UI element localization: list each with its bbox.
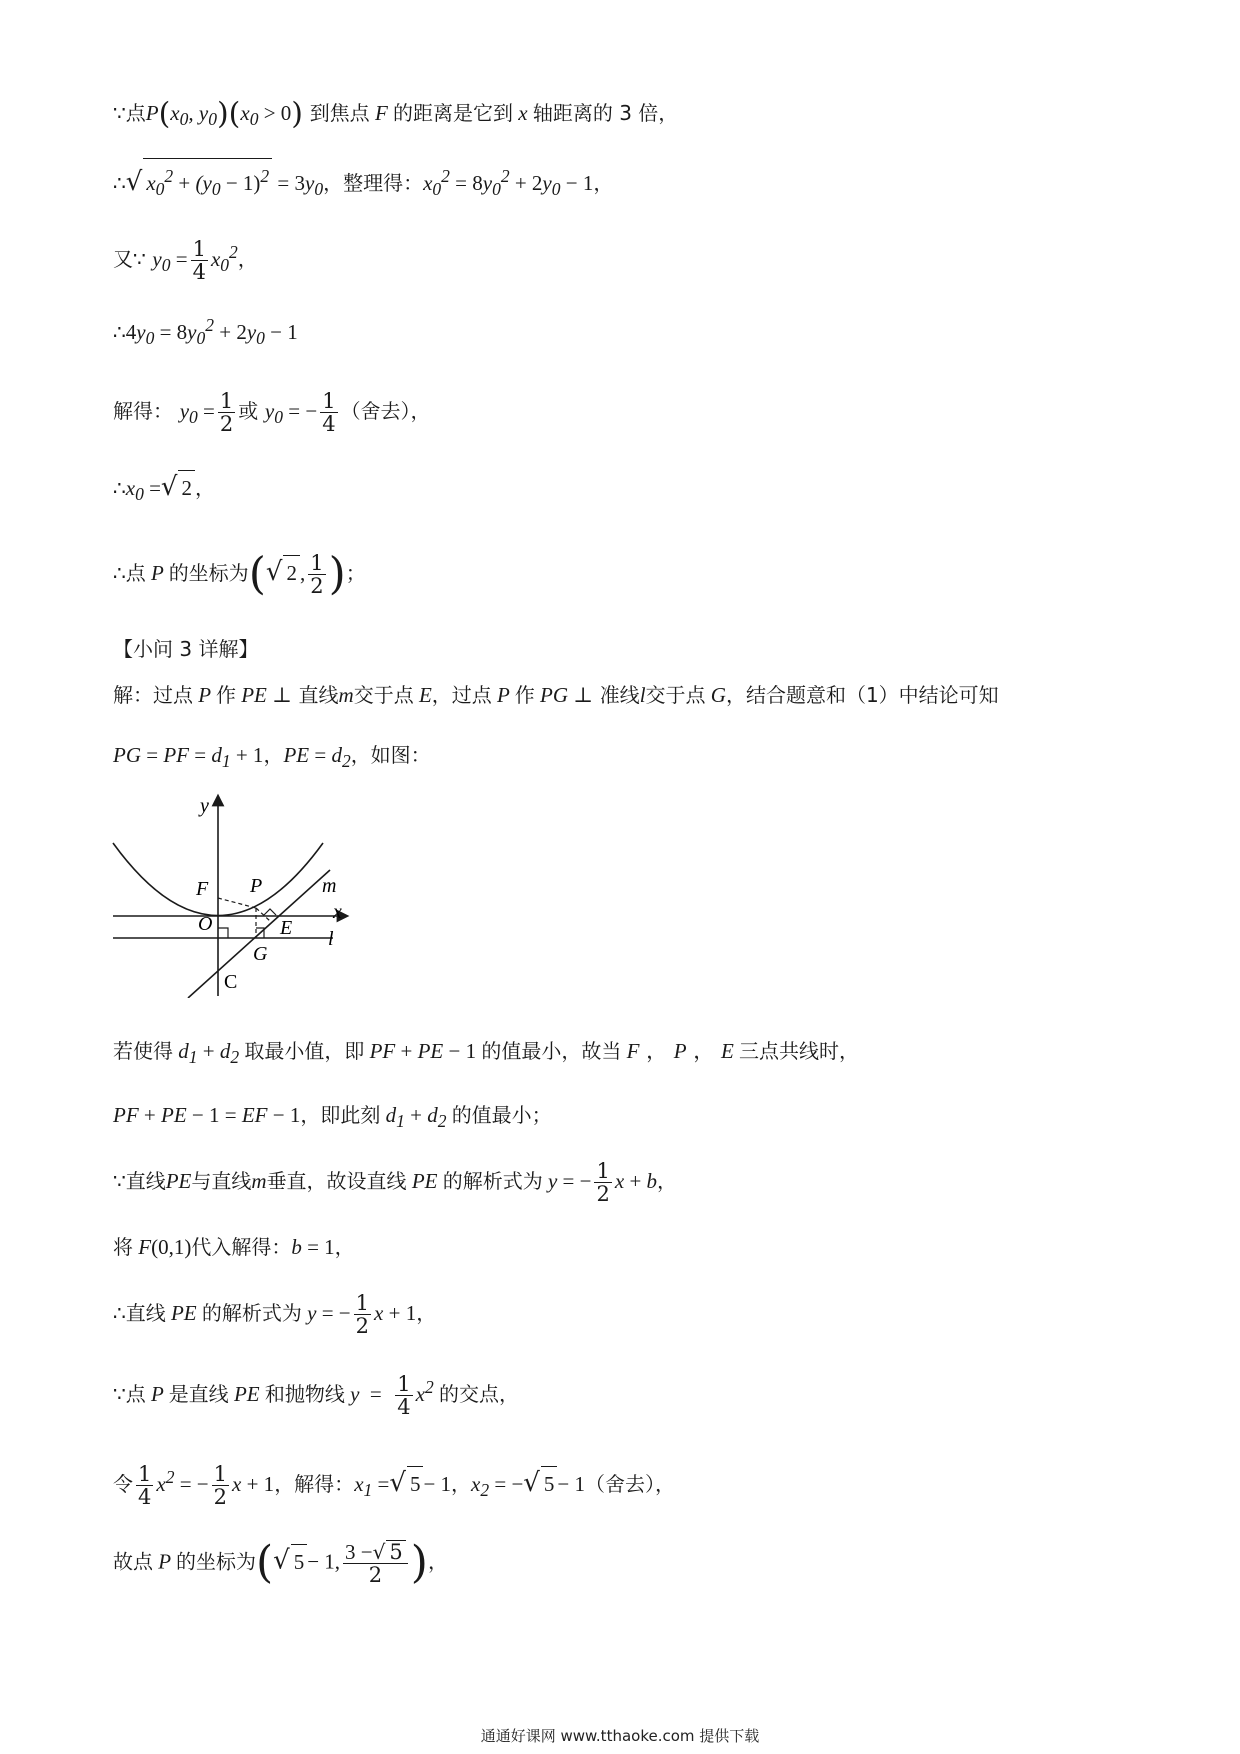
text: 交于点	[353, 683, 414, 707]
label-y: y	[200, 795, 209, 817]
text: 的解析式为	[201, 1301, 302, 1325]
text: 到焦点	[309, 101, 370, 125]
line-10: PG = PF = $d_1 + 1$，PE = $d_2$，如图：	[113, 743, 431, 772]
text: ，	[263, 743, 284, 767]
text: ，	[334, 1235, 355, 1259]
text: ∴点	[113, 561, 146, 585]
footer-credit: 通通好课网 www.tthaoke.com 提供下载	[480, 1727, 760, 1745]
section-title: 【小问 3 详解】	[113, 637, 259, 661]
text: 垂直，故设直线	[266, 1169, 407, 1193]
text: ，	[237, 247, 258, 271]
line-6: $\therefore x_0$ =√ 2 ，	[113, 472, 215, 505]
text: 的坐标为	[175, 1549, 256, 1574]
text: 的距离是它到	[393, 101, 514, 125]
line-18: 故点 P 的坐标为(√ 5 − 1, $\frac{3 -√ 5}{2}$ )，	[113, 1537, 448, 1588]
text: ，	[593, 171, 614, 195]
text: ∴直线	[113, 1301, 166, 1325]
text: ∴	[113, 171, 126, 195]
text: 代入解得：	[191, 1235, 292, 1259]
text: ∵直线	[113, 1169, 166, 1193]
line-5: 解得： $y_0$ = $\frac{1}{2}$ 或 $y_0$ = − $\frac{1}{4}$ （舍去），	[113, 389, 431, 436]
text: （舍去），	[340, 399, 431, 423]
right-angle-o	[218, 928, 228, 938]
text: ，过点	[431, 683, 492, 707]
text: 的坐标为	[168, 561, 249, 585]
line-14: 将 F(0,1)代入解得：b = 1，	[113, 1235, 355, 1259]
text: 的值最小；	[451, 1103, 552, 1127]
label-E: E	[280, 917, 293, 939]
text: 的交点，	[438, 1382, 519, 1406]
text: （舍去），	[584, 1472, 675, 1496]
line-11: 若使得 $d_1 + d_2$ 取最小值，即 PF + PE − 1 的值最小，故当 F ， P ， E 三点共线时，	[113, 1039, 860, 1068]
text: ∴	[113, 320, 126, 344]
text: ，结合题意和（1）中结论可知	[725, 683, 999, 707]
text: 与直线	[191, 1169, 252, 1193]
dashed-fp	[218, 898, 256, 908]
line-7: ∴点 P 的坐标为(√ 2 , $\frac{1}{2}$ )；	[113, 548, 366, 600]
text: ，	[657, 1169, 678, 1193]
text: ∵点	[113, 1382, 146, 1406]
label-G: G	[253, 943, 268, 965]
line-1: ∵点$P(x_0$, $y_0)(x_0 > 0)$ 到焦点 F 的距离是它到 x 轴距离的 3 倍，	[113, 96, 679, 132]
label-m: m	[322, 875, 337, 897]
line-2: ∴√ $x_0^2 + (y_0 - 1)^2 = 3y_0$，整理得：$x_0^2 = 8y_0^2 + 2y_0 - 1$，	[113, 158, 1160, 206]
text: 作	[514, 683, 535, 707]
text: 又∵	[113, 247, 146, 271]
line-4: $\therefore 4y_0 = 8y_0^2 + 2y_0 - 1$	[113, 315, 298, 349]
text: 三点共线时，	[739, 1039, 860, 1063]
label-C: C	[224, 971, 238, 993]
text: ；	[345, 561, 366, 585]
text: 的值最小，故当	[481, 1039, 622, 1063]
parabola-figure	[108, 788, 388, 998]
text: 解：过点	[113, 683, 193, 707]
text: ，如图：	[350, 743, 431, 767]
label-P: P	[250, 875, 263, 897]
text: ，整理得：	[323, 171, 424, 195]
text: ，解得：	[274, 1472, 355, 1496]
text: 轴距离的 3 倍，	[532, 101, 679, 125]
text: ，即此刻	[300, 1103, 381, 1127]
text: 的解析式为	[442, 1169, 543, 1193]
text: 和抛物线	[264, 1382, 345, 1406]
line-16: ∵点 P 是直线 PE 和抛物线 y = $\frac{1}{4}$ $x^2$ 的交点，	[113, 1372, 519, 1419]
text: 取最小值，即	[244, 1039, 365, 1063]
text: 将	[113, 1235, 133, 1259]
text: 是直线	[168, 1382, 229, 1406]
text: 若使得	[113, 1039, 173, 1063]
text: 故点	[113, 1549, 153, 1574]
text: 准线	[599, 683, 640, 707]
label-l: l	[328, 928, 334, 950]
line-12: PF + PE − 1 = EF − 1，即此刻 $d_1 + d_2$ 的值最小；	[113, 1103, 552, 1132]
text: ，	[194, 476, 215, 500]
line-3: 又∵ $y_0$ = $\frac{1}{4}$ $x_0^2$，	[113, 237, 258, 284]
text: 令	[113, 1472, 133, 1496]
label-x: x	[333, 901, 342, 923]
right-angle-e	[264, 909, 276, 915]
text: 交于点	[645, 683, 706, 707]
label-F: F	[196, 878, 209, 900]
text: ，	[427, 1549, 448, 1574]
line-13: ∵直线PE与直线m垂直，故设直线 PE 的解析式为 y = − $\frac{1}{2}$ x + b，	[113, 1159, 678, 1206]
dashed-pe	[256, 908, 270, 921]
label-O: O	[198, 913, 213, 935]
text: ，	[416, 1301, 437, 1325]
text: 或	[238, 399, 259, 423]
text: ，	[451, 1472, 472, 1496]
text: ∴	[113, 476, 126, 500]
line-15: ∴直线 PE 的解析式为 y = − $\frac{1}{2}$ x + 1，	[113, 1291, 437, 1338]
line-9: 解：过点 P 作 PE ⊥ 直线m交于点 E，过点 P 作 PG ⊥ 准线l交于点 G，结合题意和（1）中结论可知	[113, 683, 999, 707]
text: 作	[215, 683, 236, 707]
text: 直线	[298, 683, 339, 707]
line-17: 令 $\frac{1}{4}$ $x^2$ = − $\frac{1}{2}$ x + 1，解得：$x_1$ =√ 5 − 1，$x_2$ = −√ 5 − 1（舍去），	[113, 1462, 675, 1509]
text: ∵点	[113, 101, 146, 125]
text: 解得：	[113, 399, 173, 423]
